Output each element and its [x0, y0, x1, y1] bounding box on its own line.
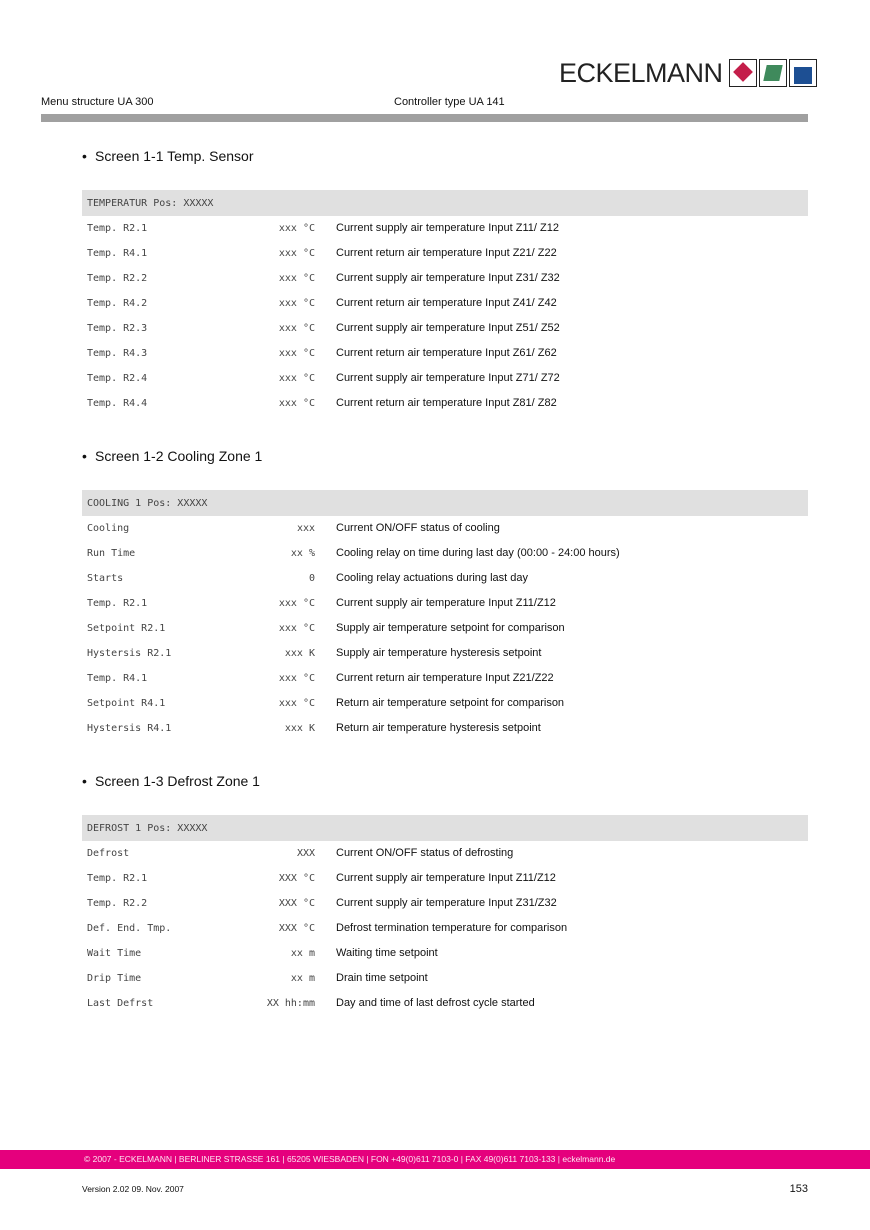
screen-table-cooling-zone [82, 490, 808, 741]
table-row [82, 966, 808, 991]
param-description: Supply air temperature hysteresis setpoint [336, 647, 542, 659]
param-description: Current return air temperature Input Z81/ Z82 [336, 397, 557, 409]
param-name: Run Time [87, 548, 136, 559]
param-description: Cooling relay actuations during last day [336, 572, 529, 584]
param-value: xxx K [284, 648, 315, 659]
page-number: 153 [789, 1183, 808, 1195]
logo-marks [729, 59, 819, 87]
param-value: xxx °C [278, 348, 315, 359]
header-document-title: Menu structure UA 300 [41, 96, 154, 108]
param-name: Drip Time [87, 973, 142, 984]
table-row [82, 616, 808, 641]
table-header: TEMPERATUR Pos: XXXXX [82, 190, 808, 216]
logo-text: ECKELMANN [559, 58, 723, 88]
param-name: Hystersis R2.1 [87, 648, 172, 659]
param-value: xxx °C [278, 223, 315, 234]
screen-table-defrost-zone [82, 815, 808, 1016]
bullet-icon: • [82, 773, 87, 789]
param-value: xxx °C [278, 673, 315, 684]
param-name: Def. End. Tmp. [87, 923, 172, 934]
param-description: Current return air temperature Input Z41/ Z42 [336, 297, 557, 309]
section-title: • Screen 1-2 Cooling Zone 1 [82, 448, 263, 464]
table-row [82, 716, 808, 741]
version-info: Version 2.02 09. Nov. 2007 [82, 1184, 184, 1194]
param-description: Current ON/OFF status of defrosting [336, 847, 514, 859]
param-name: Hystersis R4.1 [87, 723, 172, 734]
table-row [82, 341, 808, 366]
param-value: xxx °C [278, 248, 315, 259]
param-description: Current supply air temperature Input Z11/Z12 [336, 597, 556, 609]
logo-diamond-icon [729, 59, 757, 87]
param-name: Last Defrst [87, 998, 154, 1009]
table-row [82, 516, 808, 541]
screen-table-temp-sensor [82, 190, 808, 416]
logo-square-icon [789, 59, 817, 87]
table-header: DEFROST 1 Pos: XXXXX [82, 815, 808, 841]
param-value: xxx °C [278, 598, 315, 609]
table-row [82, 666, 808, 691]
table-row [82, 391, 808, 416]
param-value: xxx °C [278, 698, 315, 709]
param-name: Temp. R4.3 [87, 348, 148, 359]
param-name: Temp. R4.1 [87, 248, 148, 259]
param-name: Temp. R2.1 [87, 223, 148, 234]
param-name: Cooling [87, 523, 130, 534]
param-value: XXX °C [278, 873, 315, 884]
param-description: Waiting time setpoint [336, 947, 438, 959]
param-description: Current return air temperature Input Z21/ Z22 [336, 247, 557, 259]
param-description: Current supply air temperature Input Z71/ Z72 [336, 372, 560, 384]
logo-parallelogram-icon [759, 59, 787, 87]
param-name: Setpoint R2.1 [87, 623, 166, 634]
param-name: Temp. R4.1 [87, 673, 148, 684]
table-row [82, 916, 808, 941]
param-description: Defrost termination temperature for comparison [336, 922, 568, 934]
table-row [82, 541, 808, 566]
param-value: xxx °C [278, 623, 315, 634]
param-name: Temp. R2.2 [87, 273, 148, 284]
table-row [82, 691, 808, 716]
param-description: Current ON/OFF status of cooling [336, 522, 500, 534]
table-row [82, 641, 808, 666]
param-description: Current supply air temperature Input Z31/ Z32 [336, 272, 560, 284]
table-row [82, 841, 808, 866]
param-name: Setpoint R4.1 [87, 698, 166, 709]
param-description: Current return air temperature Input Z61/ Z62 [336, 347, 557, 359]
param-description: Return air temperature setpoint for comparison [336, 697, 565, 709]
param-description: Cooling relay on time during last day (00:00 - 24:00 hours) [336, 547, 620, 559]
footer-copyright: © 2007 - ECKELMANN | BERLINER STRASSE 161 | 65205 WIESBADEN | FON +49(0)611 7103-0 | FAX 49(0)611 7103-133 | eckelmann.de [84, 1154, 616, 1164]
section-title: • Screen 1-3 Defrost Zone 1 [82, 773, 260, 789]
param-value: xx % [290, 548, 315, 559]
section-title: • Screen 1-1 Temp. Sensor [82, 148, 254, 164]
param-name: Temp. R2.2 [87, 898, 148, 909]
param-name: Temp. R2.1 [87, 598, 148, 609]
param-value: xxx °C [278, 273, 315, 284]
param-value: XXX [296, 848, 315, 859]
header-controller-type: Controller type UA 141 [394, 96, 505, 108]
table-row [82, 566, 808, 591]
bullet-icon: • [82, 148, 87, 164]
param-value: XXX °C [278, 923, 315, 934]
param-value: xxx °C [278, 298, 315, 309]
param-description: Supply air temperature setpoint for comparison [336, 622, 565, 634]
param-value: xxx [296, 523, 315, 534]
param-value: 0 [308, 573, 315, 584]
param-value: xx m [290, 973, 315, 984]
table-row [82, 891, 808, 916]
param-name: Starts [87, 573, 124, 584]
param-name: Temp. R2.1 [87, 873, 148, 884]
param-name: Temp. R2.3 [87, 323, 148, 334]
param-description: Current supply air temperature Input Z11/ Z12 [336, 222, 559, 234]
param-value: XX hh:mm [266, 998, 315, 1009]
param-value: xxx °C [278, 373, 315, 384]
table-header: COOLING 1 Pos: XXXXX [82, 490, 808, 516]
table-row [82, 241, 808, 266]
table-row [82, 316, 808, 341]
param-value: xxx K [284, 723, 315, 734]
footer-bar [0, 1150, 870, 1169]
header-rule [41, 114, 808, 122]
param-description: Drain time setpoint [336, 972, 428, 984]
param-name: Defrost [87, 848, 130, 859]
param-value: xxx °C [278, 398, 315, 409]
param-value: XXX °C [278, 898, 315, 909]
param-value: xxx °C [278, 323, 315, 334]
param-description: Current supply air temperature Input Z31/Z32 [336, 897, 557, 909]
param-name: Temp. R4.2 [87, 298, 148, 309]
table-row [82, 366, 808, 391]
table-row [82, 866, 808, 891]
param-name: Wait Time [87, 948, 142, 959]
table-row [82, 216, 808, 241]
param-description: Current supply air temperature Input Z51/ Z52 [336, 322, 560, 334]
param-name: Temp. R4.4 [87, 398, 148, 409]
param-value: xx m [290, 948, 315, 959]
param-description: Day and time of last defrost cycle started [336, 997, 535, 1009]
param-description: Return air temperature hysteresis setpoint [336, 722, 541, 734]
table-row [82, 291, 808, 316]
param-name: Temp. R2.4 [87, 373, 148, 384]
table-row [82, 991, 808, 1016]
param-description: Current return air temperature Input Z21/Z22 [336, 672, 554, 684]
table-row [82, 266, 808, 291]
table-row [82, 591, 808, 616]
param-description: Current supply air temperature Input Z11/Z12 [336, 872, 556, 884]
table-row [82, 941, 808, 966]
eckelmann-logo [559, 58, 819, 88]
bullet-icon: • [82, 448, 87, 464]
